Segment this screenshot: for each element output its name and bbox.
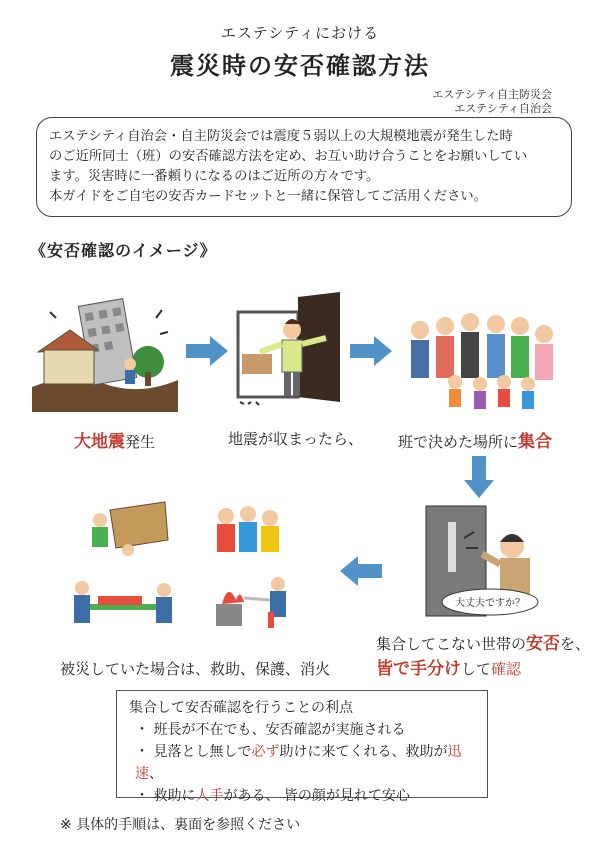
stretcher-illustration	[68, 574, 178, 636]
benefit-text: ・ 見落とし無しで	[135, 744, 252, 760]
benefit-text: ・ 班長が不在でも、安否確認が実施される	[135, 722, 406, 738]
neighbors-gathering-illustration	[400, 300, 560, 412]
fire-extinguish-illustration	[208, 572, 298, 634]
caption-check-suffix: を、	[560, 635, 591, 653]
caption-gather-highlight: 集合	[518, 432, 553, 452]
benefit-item	[135, 719, 475, 741]
door-open-illustration	[230, 292, 350, 417]
caption-gather-prefix: 班で決めた場所に	[398, 433, 519, 451]
benefits-box	[116, 690, 488, 804]
caption-check-highlight2: 皆で手分け	[376, 659, 461, 679]
caption-quake-rest: 発生	[125, 433, 156, 451]
benefits-title: 集合して安否確認を行うことの利点	[129, 700, 353, 716]
intro-box	[36, 117, 572, 217]
caption-check-prefix: 集合してこない世帯の	[376, 635, 527, 653]
speech-bubble-text: 大丈夫ですか？	[455, 598, 525, 609]
arrow-right-icon	[350, 336, 392, 366]
caption-after-quake: 地震が収まったら、	[228, 430, 364, 448]
benefit-text: 、	[149, 766, 163, 782]
benefit-highlight: 人手	[195, 788, 224, 804]
intro-line: エステシティ自治会・自主防災会では震度５弱以上の大規模地震が発生した時	[49, 129, 513, 144]
caption-quake-highlight: 大地震	[74, 432, 125, 452]
arrow-right-icon	[186, 336, 228, 366]
benefit-text: 助けに来てくれる、救助が	[279, 744, 448, 760]
caption-check-mid: して	[461, 660, 492, 678]
arrow-down-icon	[464, 456, 494, 498]
intro-line: 本ガイドをご自宅の安否カードセットと一緒に保管してご活用ください。	[49, 189, 487, 204]
benefit-item	[135, 741, 475, 785]
caption-check-highlight: 安否	[526, 634, 561, 654]
page-title: 震災時の安否確認方法	[170, 52, 430, 80]
door-check-illustration	[420, 502, 560, 627]
intro-line: のご近所同士（班）の安否確認方法を定め、お互い助け合うことをお願いしてい	[49, 149, 528, 164]
section-heading: 《安否確認のイメージ》	[30, 241, 217, 260]
subtitle: エステシティにおける	[220, 24, 380, 42]
benefit-text: がある、 皆の顔が見れて安心	[223, 788, 410, 804]
org-disaster-association: エステシティ自主防災会	[432, 88, 552, 101]
caption-check-line2	[376, 654, 521, 679]
caption-check-line1	[376, 629, 590, 654]
benefit-text: ・ 救助に	[135, 788, 196, 804]
earthquake-illustration	[30, 292, 180, 412]
arrow-left-icon	[340, 556, 382, 586]
caption-quake	[74, 427, 155, 452]
benefit-item	[135, 785, 475, 807]
benefit-highlight: 必ず	[251, 744, 280, 760]
protect-illustration	[208, 500, 288, 562]
footnote: ※ 具体的手順は、裏面を参照ください	[60, 817, 301, 833]
org-residents-association: エステシティ自治会	[454, 102, 552, 115]
caption-rescue: 被災していた場合は、救助、保護、消火	[60, 660, 331, 678]
caption-check-highlight3: 確認	[491, 660, 522, 678]
benefit-highlight: 迅速	[135, 744, 462, 782]
intro-line: ます。災害時に一番頼りになるのはご近所の方々です。	[49, 169, 380, 184]
caption-gather	[398, 427, 552, 452]
rescue-illustration	[80, 500, 170, 560]
